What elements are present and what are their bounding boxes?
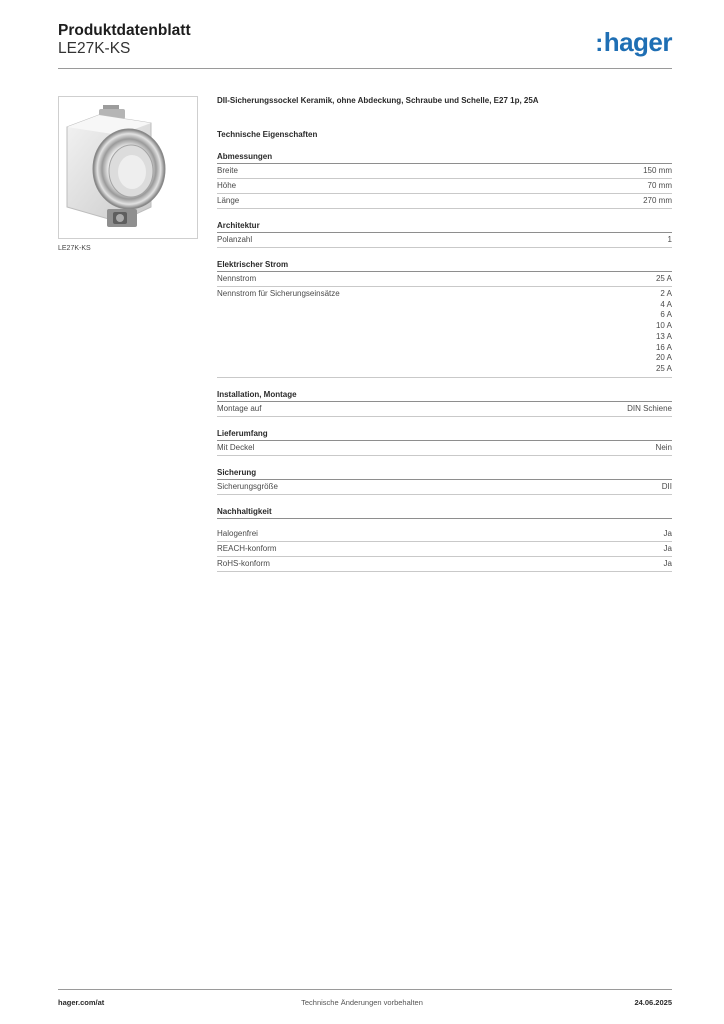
property-row xyxy=(217,272,672,287)
product-details xyxy=(217,96,672,583)
property-value: 16 A xyxy=(655,342,672,352)
property-value: DII xyxy=(661,481,672,491)
property-label: Polanzahl xyxy=(217,235,253,244)
property-row xyxy=(217,287,672,378)
hager-logo xyxy=(595,27,672,58)
property-value: 13 A xyxy=(655,331,672,341)
property-section xyxy=(217,467,672,495)
property-value: Ja xyxy=(663,558,672,568)
section-title: Installation, Montage xyxy=(217,389,672,402)
property-label: RoHS-konform xyxy=(217,558,270,568)
property-value: 10 A xyxy=(655,321,672,331)
product-code: LE27K-KS xyxy=(58,40,131,57)
property-row xyxy=(217,480,672,495)
section-title: Elektrischer Strom xyxy=(217,259,672,272)
header-divider xyxy=(58,68,672,69)
property-section xyxy=(217,259,672,378)
property-row xyxy=(217,527,672,542)
property-value: 270 mm xyxy=(643,196,672,205)
footer-divider xyxy=(58,989,672,990)
property-row xyxy=(217,441,672,456)
property-row xyxy=(217,557,672,572)
property-value: 20 A xyxy=(655,353,672,363)
property-row xyxy=(217,402,672,417)
property-section xyxy=(217,151,672,209)
properties-sections xyxy=(217,151,672,572)
property-value: 1 xyxy=(667,235,672,244)
product-image xyxy=(58,96,198,239)
property-section xyxy=(217,220,672,248)
page-title: Produktdatenblatt xyxy=(58,22,191,39)
property-row xyxy=(217,164,672,179)
property-label: Breite xyxy=(217,166,238,175)
section-title: Lieferumfang xyxy=(217,428,672,441)
footer-website: hager.com/at xyxy=(58,998,105,1007)
property-label: Halogenfrei xyxy=(217,528,258,538)
property-value: DIN Schiene xyxy=(627,403,672,413)
tech-properties-heading: Technische Eigenschaften xyxy=(217,130,318,139)
property-row xyxy=(217,179,672,194)
section-spacer xyxy=(217,519,672,527)
property-value: 25 A xyxy=(655,363,672,373)
footer-date: 24.06.2025 xyxy=(634,998,672,1007)
property-label: Sicherungsgröße xyxy=(217,481,278,491)
property-label: Montage auf xyxy=(217,403,262,413)
property-value-list xyxy=(656,287,672,377)
property-value: 2 A xyxy=(660,289,672,298)
property-label: Länge xyxy=(217,196,240,205)
property-label: Höhe xyxy=(217,181,237,190)
product-description: DII-Sicherungssockel Keramik, ohne Abdeckung, Schraube und Schelle, E27 1p, 25A xyxy=(217,96,539,105)
fuse-socket-illustration xyxy=(59,97,198,239)
property-section xyxy=(217,428,672,456)
section-title: Architektur xyxy=(217,220,672,233)
property-row xyxy=(217,542,672,557)
footer-note: Technische Änderungen vorbehalten xyxy=(301,998,423,1007)
property-label: REACH-konform xyxy=(217,543,277,553)
section-title: Nachhaltigkeit xyxy=(217,506,672,519)
property-value: 70 mm xyxy=(647,181,672,190)
logo-text: hager xyxy=(603,27,672,57)
property-label: Nennstrom für Sicherungseinsätze xyxy=(217,289,340,298)
section-title: Sicherung xyxy=(217,467,672,480)
property-value: Ja xyxy=(663,528,672,538)
property-section xyxy=(217,389,672,417)
property-row xyxy=(217,194,672,209)
property-value: 4 A xyxy=(660,299,672,309)
property-value: Ja xyxy=(663,543,672,553)
product-image-caption: LE27K-KS xyxy=(58,245,91,252)
property-value: 6 A xyxy=(660,310,672,320)
property-label: Nennstrom xyxy=(217,274,257,283)
section-title: Abmessungen xyxy=(217,151,672,164)
property-row xyxy=(217,233,672,248)
property-value: Nein xyxy=(655,442,672,452)
property-value: 150 mm xyxy=(643,166,672,175)
property-value: 25 A xyxy=(655,274,672,283)
logo-colon-icon: : xyxy=(595,30,603,57)
property-section xyxy=(217,506,672,572)
property-label: Mit Deckel xyxy=(217,442,255,452)
